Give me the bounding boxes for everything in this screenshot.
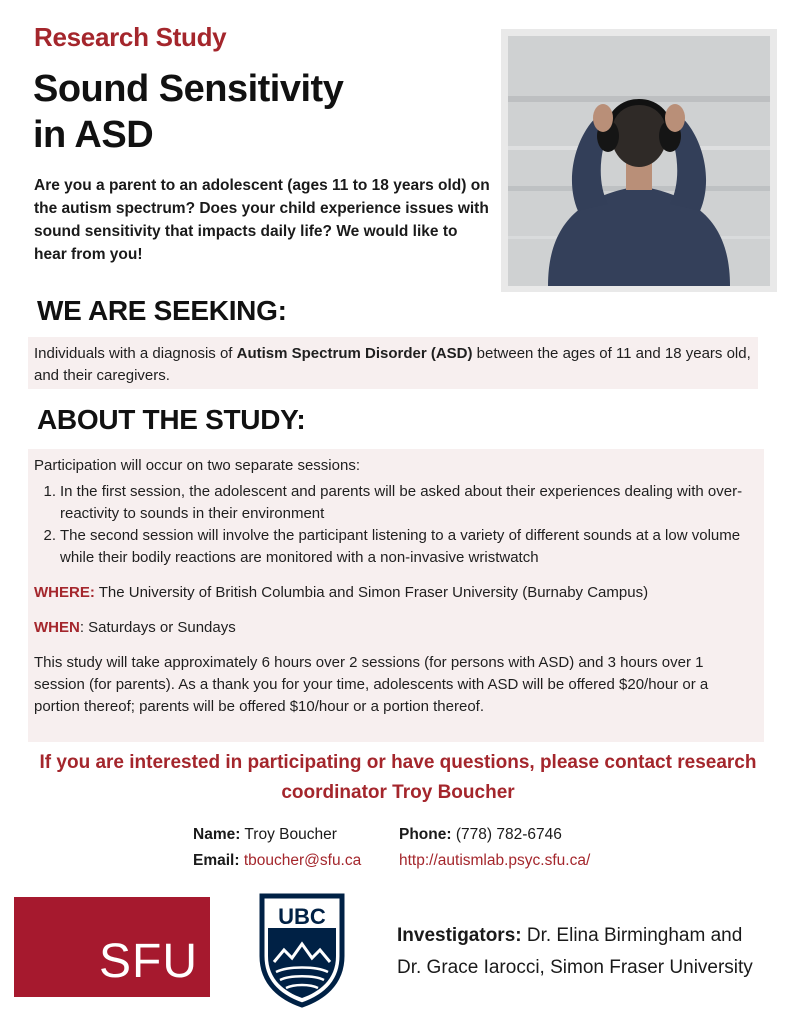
photo-illustration [508, 36, 770, 286]
person-with-headphones-photo [508, 36, 770, 286]
sfu-logo [14, 897, 210, 997]
investigators [397, 920, 777, 984]
seeking-text: Individuals with a diagnosis of Autism Spectrum Disorder (ASD) between the ages of 11 and 18 years old, and their caregivers. [34, 345, 751, 384]
sfu-logo-text: SFU [99, 935, 198, 988]
asd-emphasis: Autism Spectrum Disorder (ASD) [236, 345, 473, 362]
list-item: 2. The second session will involve the participant listening to a variety of different sounds at a low volume while their bodily reactions are monitored with a non-invasive wristwatch [43, 527, 741, 566]
about-box [28, 449, 764, 742]
website-link[interactable]: http://autismlab.psyc.sfu.ca/ [399, 852, 591, 869]
ubc-crest-icon [258, 892, 346, 1008]
ubc-logo [258, 892, 346, 1008]
investigators-line-1: Investigators: Dr. Elina Birmingham and [397, 925, 743, 946]
list-item: 1. In the first session, the adolescent and parents will be asked about their experiences dealing with over-reactivity to sounds in their environment [43, 483, 743, 522]
call-to-action: If you are interested in participating or have questions, please contact research coordinator Troy Boucher [39, 752, 757, 803]
session-list [34, 481, 756, 569]
about-heading: ABOUT THE STUDY: [37, 404, 306, 435]
seeking-heading: WE ARE SEEKING: [37, 295, 287, 326]
kicker-research-study: Research Study [34, 22, 227, 52]
page-title [33, 66, 473, 158]
seeking-box [28, 337, 758, 389]
study-details: This study will take approximately 6 hours over 2 sessions (for persons with ASD) and 3 hours over 1 session (for parents). As a thank you for your time, adolescents with ASD will be offered $20/hour or a portion thereof; parents will be offered $10/hour or a portion thereof. [34, 654, 709, 715]
contact-name: Name: Troy Boucher [193, 826, 337, 843]
title-line-1: Sound Sensitivity [33, 68, 344, 110]
contact-phone: Phone: (778) 782-6746 [399, 826, 562, 843]
where-line: WHERE: The University of British Columbia and Simon Fraser University (Burnaby Campus) [34, 584, 649, 601]
about-intro: Participation will occur on two separate sessions: [34, 457, 360, 474]
investigators-line-2: Dr. Grace Iarocci, Simon Fraser University [397, 957, 753, 978]
contact-email: Email: tboucher@sfu.ca [193, 852, 362, 869]
intro-text: Are you a parent to an adolescent (ages 11 to 18 years old) on the autism spectrum? Does your child experience issues with sound sensitivity that impacts daily life? We would like to hear from you! [34, 177, 490, 263]
when-line: WHEN: Saturdays or Sundays [34, 619, 236, 636]
ubc-logo-text: UBC [278, 904, 326, 929]
email-link[interactable]: tboucher@sfu.ca [243, 852, 362, 869]
title-line-2: in ASD [33, 114, 154, 156]
